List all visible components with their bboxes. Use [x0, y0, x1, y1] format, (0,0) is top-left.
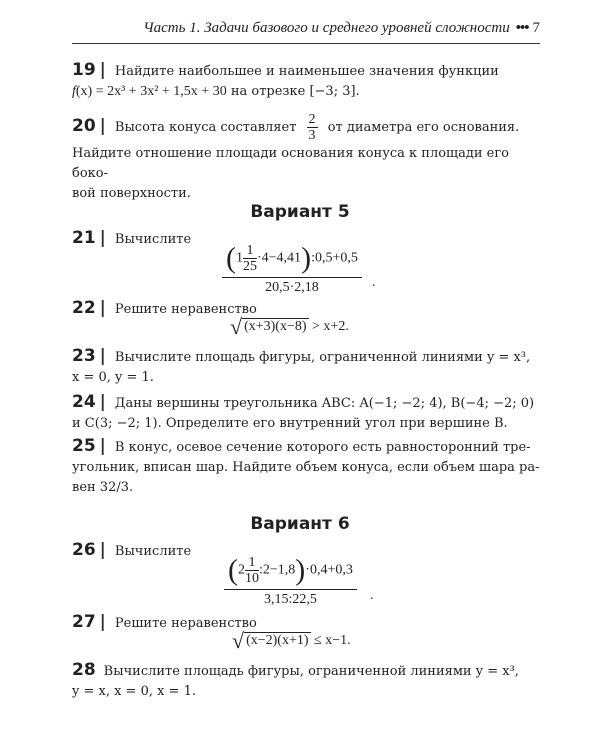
problem-text: Высота конуса составляет — [114, 120, 297, 135]
radicand: (x+3)(x−8) — [244, 319, 307, 335]
problem-text: Вычислите — [114, 544, 192, 559]
problem-number: 22 — [72, 298, 96, 318]
mixed-whole: 2 — [238, 562, 245, 578]
header-rule — [72, 43, 540, 44]
problem-text: Вычислите площадь фигуры, ограниченной линиями y = x³, — [103, 664, 519, 679]
problem-19 — [72, 60, 540, 102]
header-marker: ••• — [515, 20, 529, 36]
problem-text: Вычислите — [114, 232, 192, 247]
fraction-denominator: 25 — [243, 259, 257, 274]
fraction-numerator: 2 — [308, 112, 316, 127]
expression-21: (1 $\frac{1}{25}$ ·4−4,41):0,5+0,5 20,5·2,18 — [222, 243, 362, 296]
problem-bar: | — [99, 346, 106, 366]
radicand: (x−2)(x+1) — [246, 633, 309, 649]
problem-bar: | — [99, 228, 106, 248]
problem-bar: | — [99, 60, 106, 80]
fraction-denominator: 10 — [245, 571, 259, 586]
sqrt-sign: √ — [232, 628, 245, 653]
variant-6-heading: Вариант 6 — [250, 514, 350, 534]
problem-text: вен 32/3. — [72, 480, 134, 495]
period: . — [372, 275, 376, 290]
mixed-fraction — [243, 243, 257, 274]
inequality-rhs: > x+2. — [312, 319, 349, 335]
sqrt-sign: √ — [230, 314, 243, 339]
problem-text: угольник, вписан шар. Найдите объем конуса, если объем шара ра- — [72, 460, 540, 475]
fraction-numerator: 1 — [243, 243, 257, 259]
problem-number: 23 — [72, 346, 96, 366]
expression-26: (2 $\frac{1}{10}$ :2−1,8)·0,4+0,3 3,15:22,5 — [224, 555, 357, 608]
problem-number: 27 — [72, 612, 96, 632]
inequality-rhs: ≤ x−1. — [314, 633, 351, 649]
problem-number: 24 — [72, 392, 96, 412]
problem-text: y = x, x = 0, x = 1. — [72, 684, 197, 699]
mixed-whole: 1 — [236, 250, 243, 266]
problem-bar: | — [99, 612, 106, 632]
expression-part: ·0,4+0,3 — [305, 562, 353, 578]
problem-number: 25 — [72, 436, 96, 456]
problem-number: 26 — [72, 540, 96, 560]
expression-part: :0,5+0,5 — [311, 250, 358, 266]
problem-text: Найдите наибольшее и наименьшее значения функции — [114, 64, 499, 79]
fraction-numerator: 1 — [245, 555, 259, 571]
problem-number: 20 — [72, 116, 96, 136]
problem-text: В конус, осевое сечение которого есть равносторонний тре- — [114, 440, 531, 455]
problem-number: 28 — [72, 660, 96, 680]
expression-denominator: 3,15:22,5 — [263, 592, 317, 607]
function-name: f — [72, 84, 76, 99]
problem-bar: | — [99, 392, 106, 412]
page-number: 7 — [532, 20, 540, 36]
problem-text: на отрезке [−3; 3]. — [230, 84, 360, 99]
problem-20 — [72, 108, 540, 204]
expression-part: :2−1,8 — [259, 562, 296, 578]
function-formula: (x) = 2x³ + 3x² + 1,5x + 30 — [75, 84, 227, 99]
expression-part: ·4−4,41 — [257, 250, 302, 266]
problem-bar: | — [99, 540, 106, 560]
problem-text: Решите неравенство — [114, 302, 257, 317]
page-header — [0, 20, 540, 37]
problem-number: 19 — [72, 60, 96, 80]
problem-23 — [72, 346, 540, 388]
problem-text: и C(3; −2; 1). Определите его внутренний угол при вершине B. — [72, 416, 508, 431]
mixed-fraction — [245, 555, 259, 586]
problem-text: Даны вершины треугольника ABC: A(−1; −2; 4), B(−4; −2; 0) — [114, 396, 535, 411]
problem-bar: | — [99, 298, 106, 318]
problem-number: 21 — [72, 228, 96, 248]
problem-28 — [72, 660, 540, 702]
problem-text: Вычислите площадь фигуры, ограниченной линиями y = x³, — [114, 350, 531, 365]
problem-25 — [72, 436, 540, 498]
variant-5-heading: Вариант 5 — [250, 202, 350, 222]
problem-text: Найдите отношение площади основания конуса к площади его боко- — [72, 146, 510, 181]
problem-24 — [72, 392, 540, 434]
inequality-22 — [230, 314, 349, 340]
fraction-denominator: 3 — [308, 128, 316, 143]
problem-bar: | — [99, 116, 106, 136]
problem-text: Решите неравенство — [114, 616, 257, 631]
header-title: Часть 1. Задачи базового и среднего уровней сложности — [143, 20, 510, 36]
problem-text: вой поверхности. — [72, 186, 191, 201]
problem-text: от диаметра его основания. — [327, 120, 520, 135]
inequality-27 — [232, 628, 351, 654]
expression-denominator: 20,5·2,18 — [265, 280, 319, 295]
problem-text: x = 0, y = 1. — [72, 370, 154, 385]
period: . — [370, 588, 374, 603]
fraction — [307, 112, 318, 143]
problem-bar: | — [99, 436, 106, 456]
